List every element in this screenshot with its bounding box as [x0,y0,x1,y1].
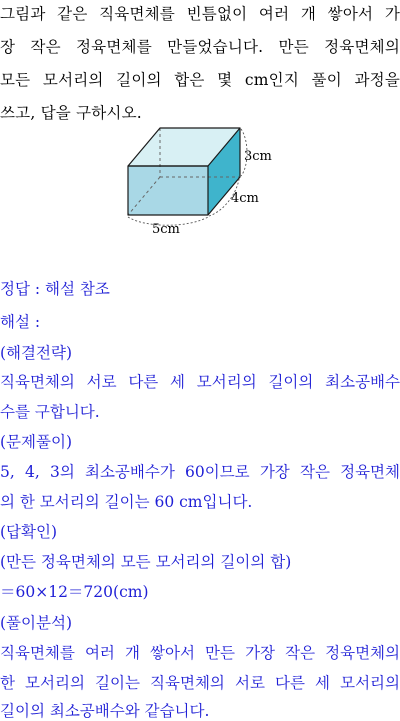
section-heading: (풀이분석) [0,614,72,632]
answer-line: 직육면체를 여러 개 쌓아서 만든 가장 작은 정육면체의 [0,644,400,662]
cuboid-figure [118,120,318,240]
answer-line: (만든 정육면체의 모든 모서리의 길이의 합) [0,553,292,571]
answer-line: 한 모서리의 길이는 직육면체의 서로 다른 세 모서리의 [0,674,400,692]
question-line: 장 작은 정육면체를 만들었습니다. 만든 정육면체의 [0,38,400,56]
section-heading: (해결전략) [0,344,72,362]
answer-line: 직육면체의 서로 다른 세 모서리의 길이의 최소공배수 [0,373,400,391]
height-label: 3cm [244,149,272,164]
answer-line: 의 한 모서리의 길이는 60 cm입니다. [0,493,253,511]
answer-line: 5, 4, 3의 최소공배수가 60이므로 가장 작은 정육면체 [0,463,400,481]
answer-formula: ＝60×12＝720(cm) [0,583,149,601]
question-line: 그림과 같은 직육면체를 빈틈없이 여러 개 쌓아서 가 [0,5,400,23]
section-heading: (문제풀이) [0,433,72,451]
answer-label: 정답 : 해설 참조 [0,280,110,298]
section-heading: (답확인) [0,523,58,541]
width-label: 5cm [152,222,180,237]
question-line: 모든 모서리의 길이의 합은 몇 cm인지 풀이 과정을 [0,71,400,89]
cuboid-front-face [128,166,208,215]
question-line: 쓰고, 답을 구하시오. [0,104,142,122]
answer-line: 수를 구합니다. [0,403,100,421]
explanation-label: 해설 : [0,313,41,331]
depth-label: 4cm [231,191,259,206]
answer-line: 길이의 최소공배수와 같습니다. [0,702,210,720]
